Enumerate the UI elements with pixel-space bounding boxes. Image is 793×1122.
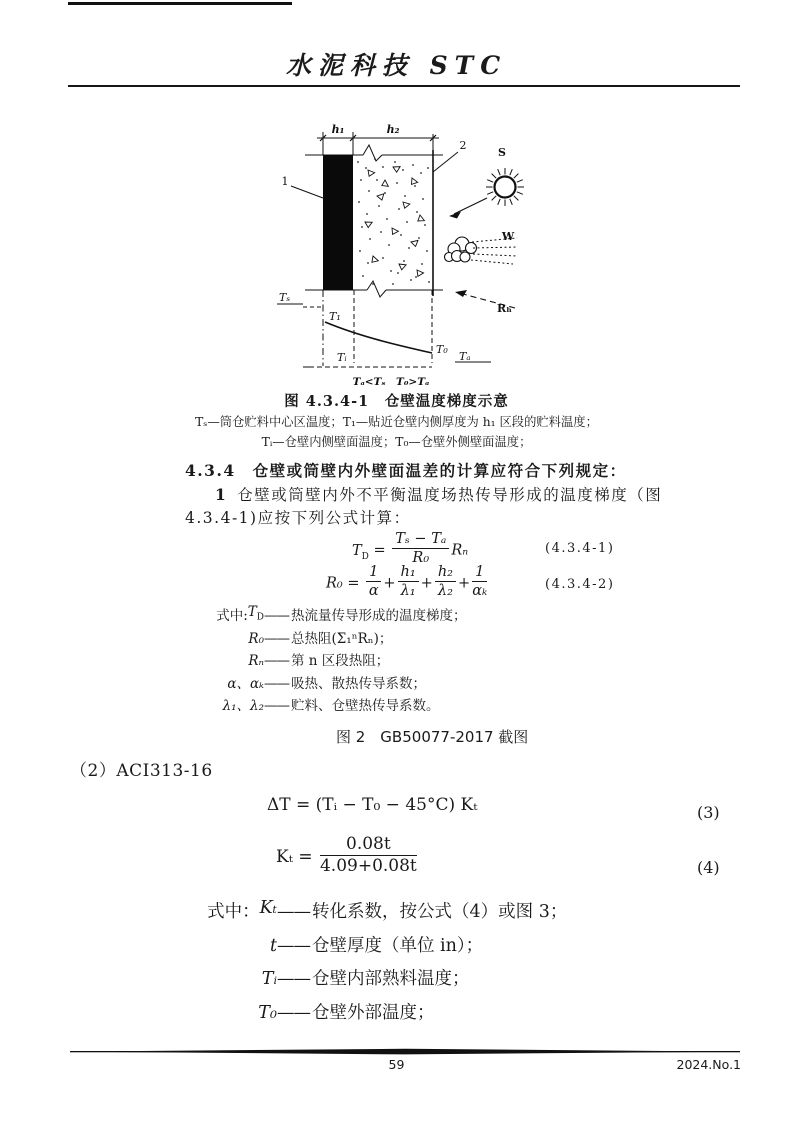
where2-term: t	[269, 935, 277, 956]
formula-3-tag: (3)	[697, 803, 720, 822]
formula-431-tag: (4.3.4-1)	[545, 541, 615, 556]
formula-432-term2: $\frac{\text{h₁}}{\text{λ₁}}$	[398, 564, 419, 599]
where2-row	[188, 898, 748, 932]
concrete-stipple-dots	[357, 158, 430, 285]
t0-label: T₀	[436, 343, 448, 356]
formula-4-fraction: $\frac{0.08t}{4.09+0.08t}$	[319, 834, 417, 877]
em-dash: ——	[264, 675, 289, 692]
figure1-caption: 图 4.3.4-1 仓壁温度梯度示意	[284, 393, 509, 410]
where2-desc: 仓壁内部熟料温度；	[312, 969, 470, 989]
where2-desc: 仓壁厚度（单位 in）；	[312, 935, 484, 956]
where1-term: Rₙ	[248, 653, 264, 669]
where2-term: Tᵢ	[261, 969, 277, 989]
formula-431-rhs: Rₙ	[451, 542, 469, 559]
dimension-h2-label: h₂	[386, 123, 400, 136]
formula-432-term1: $\frac{1}{\alpha}$	[366, 564, 381, 599]
where2-desc: 转化系数，按公式（4）或图 3；	[312, 902, 568, 922]
where1-row	[184, 649, 624, 672]
concrete-aggregate-triangles	[365, 165, 425, 277]
figure1-legend-line2: Tᵢ—仓壁内侧壁面温度；T₀—仓壁外侧壁面温度；	[261, 435, 532, 449]
t1-label: T₁	[329, 310, 341, 323]
formula-432-tag: (4.3.4-2)	[545, 577, 615, 592]
where2-desc: 仓壁外部温度；	[312, 1002, 435, 1023]
ti-label: Tᵢ	[337, 351, 347, 364]
formula-432-term4: $\frac{1}{\text{αₖ}}$	[472, 564, 488, 600]
em-dash: ——	[277, 1002, 310, 1023]
em-dash: ——	[277, 935, 310, 956]
where1-desc: 贮料、仓壁热传导系数。	[291, 698, 440, 714]
formula-431-equals: =	[373, 542, 386, 559]
clause-paragraph-line1-text: 仓壁或筒壁内外不平衡温度场热传导形成的温度梯度（图	[237, 486, 663, 504]
em-dash: ——	[264, 698, 289, 714]
where1-desc: 总热阻(Σ₁ⁿRₙ)；	[291, 630, 393, 647]
em-dash: ——	[264, 608, 289, 624]
clause-heading: 4.3.4 仓壁或筒壁内外壁面温差的计算应符合下列规定：	[185, 461, 627, 480]
rh-label: Rₕ	[497, 302, 512, 315]
formula-4-tag: (4)	[697, 858, 720, 877]
ta-label: Tₐ	[459, 350, 471, 363]
inequality-label: Tₐ<Tₛ T₀>Tₐ	[352, 376, 430, 388]
formula-432-term3: $\frac{\text{h₂}}{\text{λ₂}}$	[435, 564, 456, 599]
where-list-1	[184, 604, 624, 717]
formula-3: ΔT = (Tᵢ − T₀ − 45°C) Kₜ	[267, 795, 478, 815]
header-rule	[68, 85, 740, 87]
wall-section-black-layer	[323, 155, 353, 290]
where-list-2	[188, 898, 748, 1032]
plus-sign: +	[383, 575, 396, 592]
em-dash: ——	[264, 630, 289, 647]
where2-label: 式中：	[207, 902, 260, 922]
where2-term: T₀	[258, 1002, 277, 1023]
scan-artifact-line	[68, 2, 292, 5]
callout-2-label: 2	[459, 139, 467, 152]
formula-431-lhs: $T_D$	[352, 542, 369, 562]
where2-row	[188, 965, 748, 999]
clause-item-number: 1	[215, 485, 228, 504]
page-number: 59	[388, 1057, 405, 1072]
where1-label: 式中:	[216, 608, 248, 624]
formula-432-equals: =	[347, 575, 360, 592]
where1-desc: 热流量传导形成的温度梯度；	[291, 608, 467, 624]
formula-4-equals: =	[298, 847, 313, 868]
where2-row	[188, 999, 748, 1033]
em-dash: ——	[264, 653, 289, 669]
ts-label: Tₛ	[279, 291, 291, 304]
where2-term: Kₜ	[259, 898, 277, 918]
sun-label: S	[498, 146, 506, 159]
formula-432	[326, 566, 489, 601]
clause-paragraph-line1	[215, 483, 662, 505]
sun-arrow	[449, 198, 487, 219]
where1-term: R₀	[248, 630, 264, 647]
issue-label: 2024.No.1	[676, 1057, 741, 1072]
silo-wall-temperature-figure	[265, 110, 555, 392]
where1-row	[184, 694, 624, 717]
temperature-curve	[325, 322, 432, 353]
where2-row	[188, 932, 748, 966]
clause-paragraph-line2: 4.3.4-1)应按下列公式计算：	[185, 509, 411, 527]
where1-desc: 第 n 区段热阻；	[291, 653, 390, 669]
where1-row	[184, 672, 624, 695]
formula-432-lhs: R₀	[326, 575, 343, 592]
figure2-caption: 图 2 GB50077-2017 截图	[336, 728, 529, 746]
where1-term: α、αₖ	[227, 675, 264, 692]
em-dash: ——	[277, 969, 310, 989]
formula-4-lhs: Kₜ	[276, 847, 293, 868]
callout-1-leader	[291, 186, 323, 198]
formula-4	[276, 834, 419, 878]
sun-icon	[486, 168, 524, 206]
figure1-legend-line1: Tₛ—筒仓贮料中心区温度；T₁—贴近仓壁内侧厚度为 h₁ 区段的贮料温度；	[195, 415, 598, 429]
callout-1-label: 1	[281, 175, 289, 188]
where1-row	[184, 627, 624, 650]
formula-431-fraction: $\frac{\text{Tₛ − Tₐ}}{\text{R₀}}$	[392, 531, 449, 566]
aci-section-heading: （2）ACI313-16	[70, 761, 213, 781]
journal-title: 水泥科技 STC	[285, 51, 508, 80]
wind-label: W	[501, 230, 515, 243]
where1-row	[184, 604, 624, 627]
plus-sign: +	[420, 575, 433, 592]
where1-term: λ₁、λ₂	[222, 698, 264, 714]
footer-rule	[70, 1048, 740, 1056]
plus-sign: +	[457, 575, 471, 592]
where1-term: $T_D$	[247, 604, 264, 623]
where1-desc: 吸热、散热传导系数；	[291, 675, 426, 692]
dimension-h1-label: h₁	[331, 123, 345, 136]
em-dash: ——	[277, 902, 310, 922]
